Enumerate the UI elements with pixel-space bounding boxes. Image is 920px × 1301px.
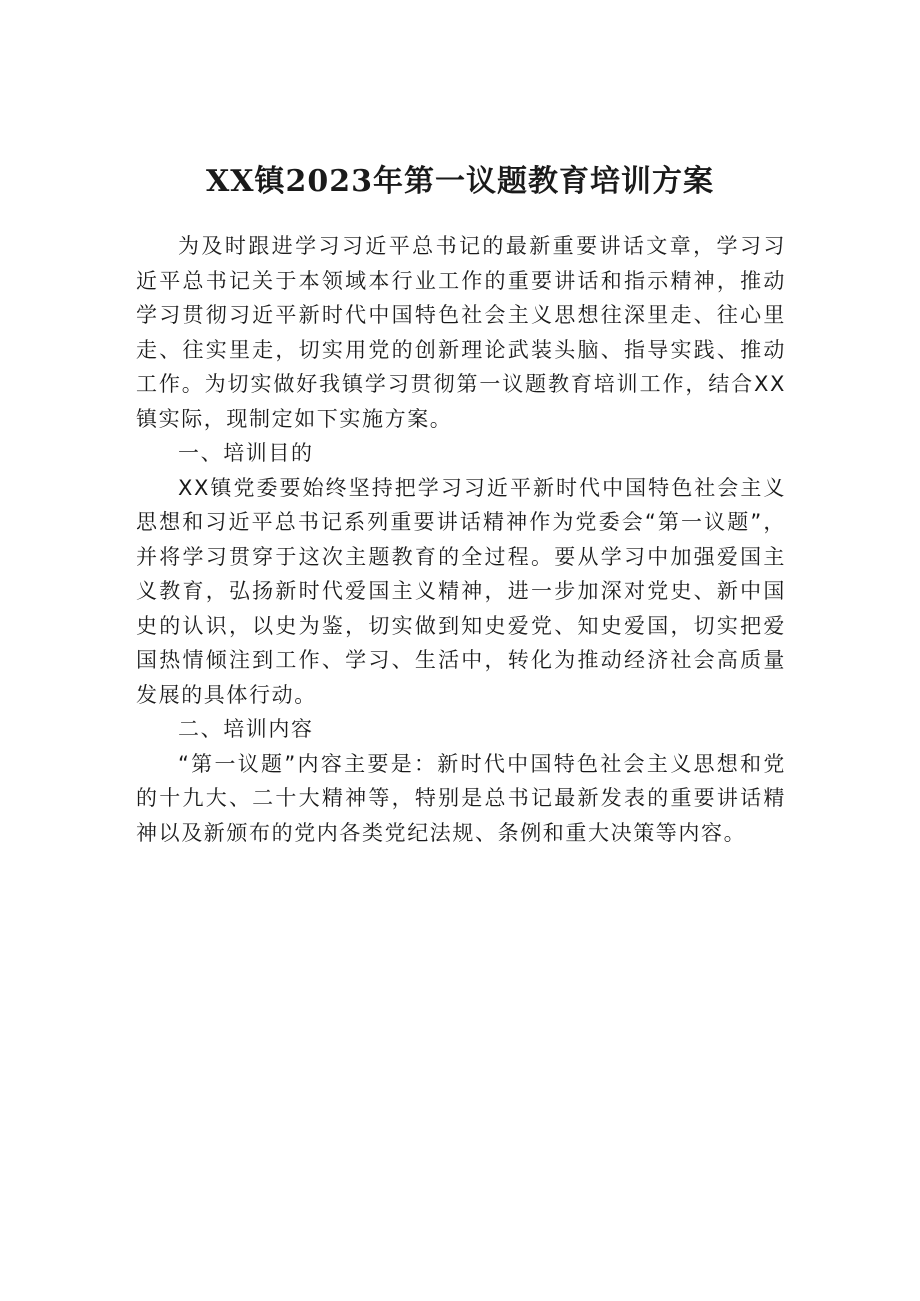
- document-body: [136, 229, 786, 850]
- document-title: XX镇2023年第一议题教育培训方案: [205, 164, 715, 199]
- section-heading-training-content: 二、培训内容: [178, 717, 314, 741]
- training-content-paragraph: “第一议题”内容主要是：新时代中国特色社会主义思想和党的十九大、二十大精神等，特别是总书记最新发表的重要讲话精神以及新颁布的党内各类党纪法规、条例和重大决策等内容。: [136, 751, 786, 845]
- section-heading-training-purpose: 一、培训目的: [178, 441, 314, 465]
- intro-paragraph: 为及时跟进学习习近平总书记的最新重要讲话文章，学习习近平总书记关于本领域本行业工作的重要讲话和指示精神，推动学习贯彻习近平新时代中国特色社会主义思想往深里走、往心里走、往实里走，切实用党的创新理论武装头脑、指导实践、推动工作。为切实做好我镇学习贯彻第一议题教育培训工作，结合XX镇实际，现制定如下实施方案。: [136, 234, 786, 431]
- training-purpose-paragraph: XX镇党委要始终坚持把学习习近平新时代中国特色社会主义思想和习近平总书记系列重要讲话精神作为党委会“第一议题”，并将学习贯穿于这次主题教育的全过程。要从学习中加强爱国主义教育，弘扬新时代爱国主义精神，进一步加深对党史、新中国史的认识，以史为鉴，切实做到知史爱党、知史爱国，切实把爱国热情倾注到工作、学习、生活中，转化为推动经济社会高质量发展的具体行动。: [136, 475, 786, 707]
